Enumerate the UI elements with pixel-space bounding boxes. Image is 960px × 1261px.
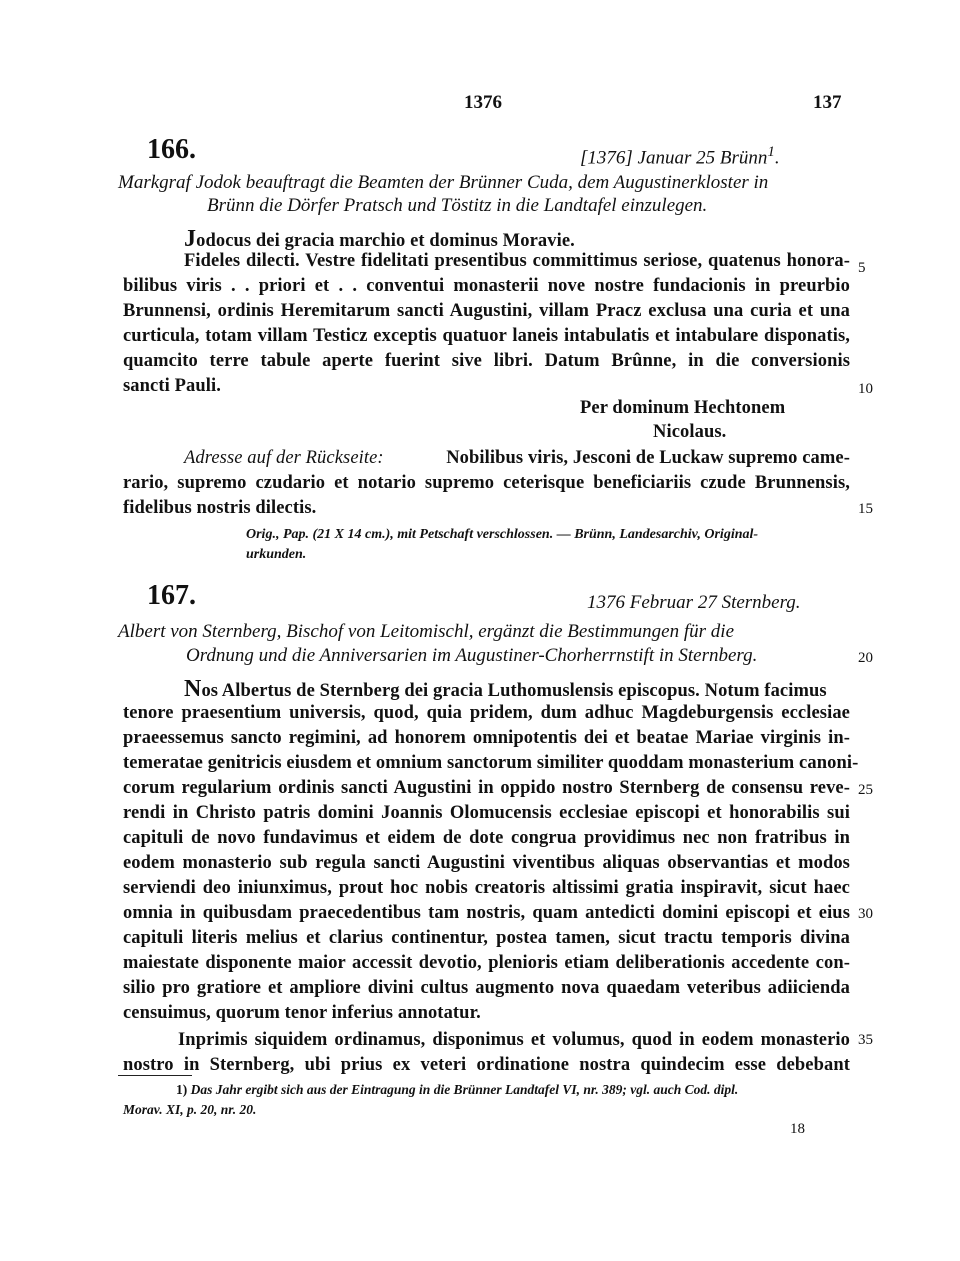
document-number-166: 166. [147,134,196,165]
address-166-line-2: rario, supremo czudario et notario supremo ceterisque beneficiariis czude Brunnensis, [123,473,850,493]
body-167-line-4: corum regularium ordinis sancti Augustini in oppido nostro Sternberg de consensu reve- [123,778,850,798]
body-166-line-5: quamcito terre tabule aperte fuerint sive libri. Datum Brûnne, in die conversionis [123,351,850,371]
body-167-line-11: maiestate disponente maior accessit devotio, plenioris etiam deliberationis accedente con- [123,953,850,973]
body-167-line-1: tenore praesentium universis, quod, quia pridem, dum adhuc Magdeburgensis ecclesiae [123,703,850,723]
tradition-166-line-2: urkunden. [246,547,307,562]
para2-167-line-2: nostro in Sternberg, ubi prius ex veteri ordinatione nostra quindecim esse debebant [123,1055,850,1075]
body-167-line-9: omnia in quibusdam praecedentibus tam nostris, quam antedicti domini episcopi et eius [123,903,850,923]
body-167-line-5: rendi in Christo patris domini Joannis Olomucensis ecclesiae episcopi et honorabilis sui [123,803,850,823]
document-date-166: [1376] Januar 25 Brünn$^1$. [580,144,780,169]
footnote-line-1: 1) Das Jahr ergibt sich aus der Eintragung in die Brünner Landtafel VI, nr. 389; vgl. auch Cod. dipl. [176,1082,739,1097]
page-number: 137 [813,92,842,113]
document-number-167: 167. [147,580,196,611]
body-167-line-6: capituli de novo fundavimus et eidem de dote congrua providimus nec non fratribus in [123,828,850,848]
body-166-line-2: bilibus viris . . priori et . . conventui monasterii nove nostre fundacionis in preurbio [123,276,850,296]
address-166-line-1: Adresse auf der Rückseite: Nobilibus viris, Jesconi de Luckaw supremo came- [184,448,850,468]
regest-167-line-2: Ordnung und die Anniversarien im Augustiner-Chorherrnstift in Sternberg. [186,645,758,666]
line-number-20: 20 [858,650,873,666]
line-number-30: 30 [858,906,873,922]
line-number-35: 35 [858,1032,873,1048]
body-166-line-4: curticula, totam villam Testicz exceptis quatuor laneis intabulatis et intabulare disponatis, [123,326,850,346]
tradition-166-line-1: Orig., Pap. (21 X 14 cm.), mit Petschaft verschlossen. — Brünn, Landesarchiv, Original- [246,527,759,542]
intro-167: Nos Albertus de Sternberg dei gracia Luthomuslensis episcopus. Notum facimus [184,676,827,702]
body-167-line-13: censuimus, quorum tenor inferius annotatur. [123,1003,481,1023]
document-date-167: 1376 Februar 27 Sternberg. [587,592,801,613]
line-number-5: 5 [858,260,866,276]
body-167-line-3: temeratae genitricis eiusdem et omnium sanctorum similiter quoddam monasterium canoni- [123,753,859,773]
body-167-line-8: serviendi deo iniunximus, prout hoc nobis creatoris altissimi gratia inspiravit, sicut haec [123,878,850,898]
line-number-25: 25 [858,782,873,798]
regest-166-line-1: Markgraf Jodok beauftragt die Beamten der Brünner Cuda, dem Augustinerkloster in [118,172,769,193]
running-head-year: 1376 [464,92,502,113]
address-166-line-3: fidelibus nostris dilectis. [123,498,317,518]
footnote-rule [118,1075,192,1076]
body-167-line-2: praeessemus sancto regimini, ad honorem omnipotentis dei et beatae Mariae virginis in- [123,728,850,748]
para2-167-line-1: Inprimis siquidem ordinamus, disponimus et volumus, quod in eodem monasterio [178,1030,850,1050]
intro-166: Jodocus dei gracia marchio et dominus Moravie. [184,226,575,252]
signature-line-2: Nicolaus. [653,422,727,442]
line-number-10: 10 [858,381,873,397]
body-166-line-6: sancti Pauli. [123,376,221,396]
signature-line-1: Per dominum Hechtonem [580,398,786,418]
body-166-line-3: Brunnensi, ordinis Heremitarum sancti Augustini, villam Pracz exclusa una curia et una [123,301,850,321]
line-number-15: 15 [858,501,873,517]
regest-167-line-1: Albert von Sternberg, Bischof von Leitomischl, ergänzt die Bestimmungen für die [118,621,734,642]
body-167-line-7: eodem monasterio sub regula sancti Augustini viventibus aliquas observantias et modos [123,853,850,873]
regest-166-line-2: Brünn die Dörfer Pratsch und Töstitz in die Landtafel einzulegen. [207,195,708,216]
body-167-line-12: silio pro gratiore et ampliore divini cultus augmento nova quaedam veteribus adiicienda [123,978,850,998]
body-167-line-10: capituli literis melius et clarius continentur, postea tamen, sicut tractu temporis divina [123,928,850,948]
footnote-line-2: Morav. XI, p. 20, nr. 20. [123,1102,257,1117]
body-166-line-1: Fideles dilecti. Vestre fidelitati presentibus committimus seriose, quatenus honora- [184,251,850,271]
signature-mark: 18 [790,1121,805,1137]
